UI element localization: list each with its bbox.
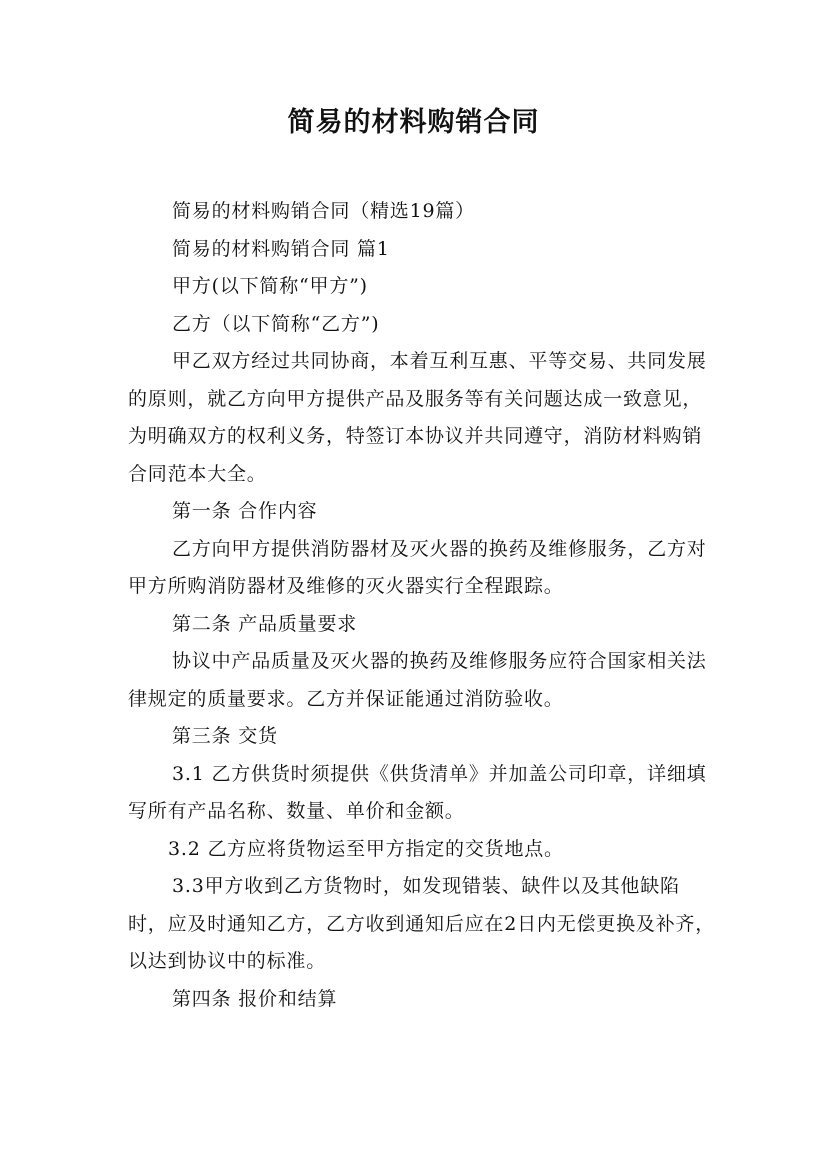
article-2-heading: 第二条 产品质量要求 bbox=[172, 612, 358, 635]
clause-3-2: 3.2 乙方应将货物运至甲方指定的交货地点。 bbox=[168, 837, 564, 860]
preamble-paragraph: 甲乙双方经过共同协商，本着互利互惠、平等交易、共同发展的原则，就乙方向甲方提供产品及服务等有关问题达成一致意见，为明确双方的权利义务，特签订本协议并共同遵守，消防材料购销合同范本大全。 bbox=[128, 350, 707, 485]
clause-3-3: 3.3甲方收到乙方货物时，如发现错装、缺件以及其他缺陷时，应及时通知乙方，乙方收到通知后应在2日内无偿更换及补齐，以达到协议中的标准。 bbox=[128, 875, 716, 972]
document-body bbox=[128, 193, 718, 1018]
article-1-heading: 第一条 合作内容 bbox=[172, 500, 318, 522]
article-3-heading: 第三条 交货 bbox=[172, 725, 278, 747]
document-title: 简易的材料购销合同 bbox=[287, 107, 540, 138]
article-2-paragraph: 协议中产品质量及灭火器的换药及维修服务应符合国家相关法律规定的质量要求。乙方并保证能通过消防验收。 bbox=[128, 650, 707, 710]
article-4-heading: 第四条 报价和结算 bbox=[172, 987, 338, 1010]
document-subtitle: 简易的材料购销合同（精选19篇） bbox=[172, 200, 475, 222]
party-b-line: 乙方（以下简称“乙方”) bbox=[172, 312, 380, 335]
article-1-paragraph: 乙方向甲方提供消防器材及灭火器的换药及维修服务，乙方对甲方所购消防器材及维修的灭火器实行全程跟踪。 bbox=[128, 537, 707, 597]
section-heading: 简易的材料购销合同 篇1 bbox=[172, 237, 390, 260]
party-a-line: 甲方(以下简称“甲方”) bbox=[172, 275, 368, 297]
clause-3-1: 3.1 乙方供货时须提供《供货清单》并加盖公司印章，详细填写所有产品名称、数量、单价和金额。 bbox=[128, 762, 707, 822]
